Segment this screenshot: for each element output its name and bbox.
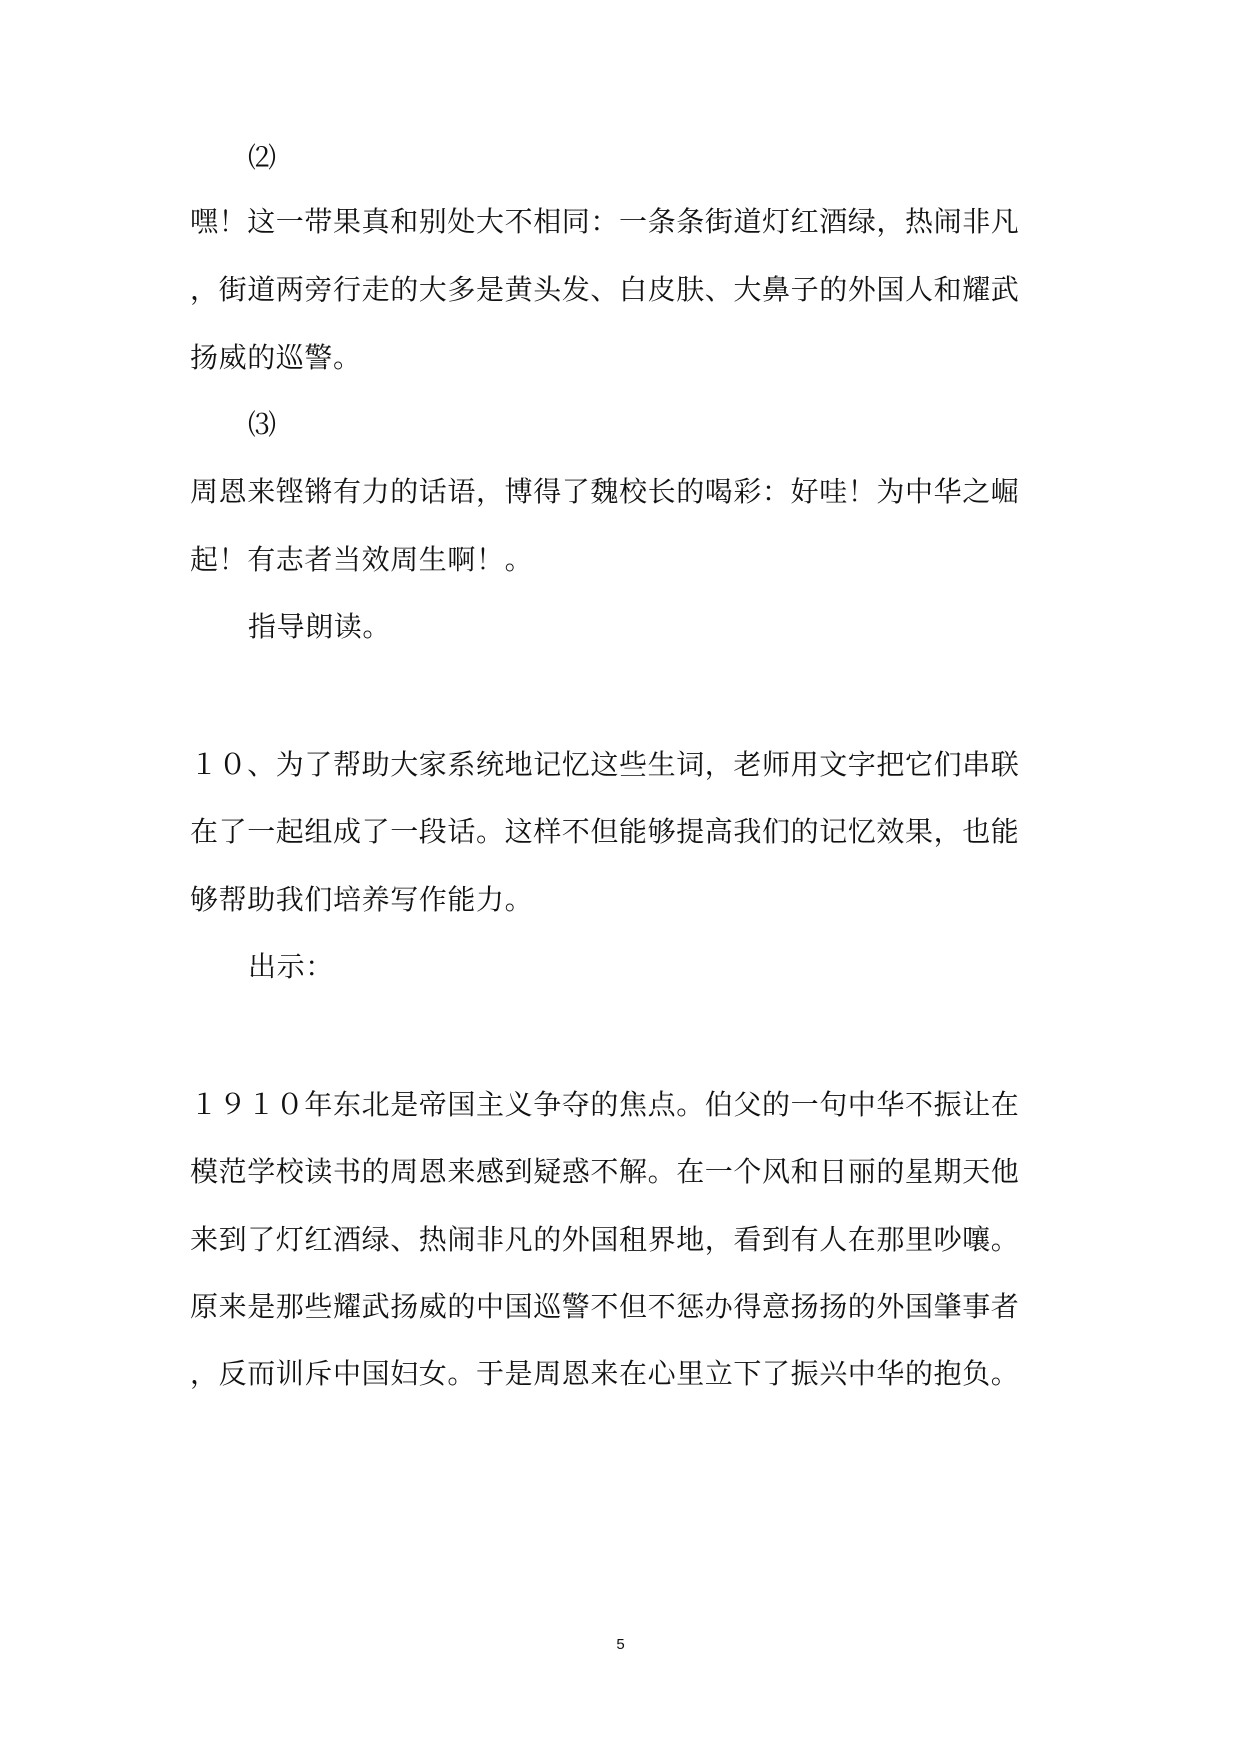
story-line-4: 原来是那些耀武扬威的中国巡警不但不惩办得意扬扬的外国肇事者 [190, 1290, 1020, 1323]
paragraph-3-line-1: 周恩来铿锵有力的话语，博得了魏校长的喝彩：好哇！为中华之崛 [190, 475, 1020, 508]
item-10-line-1: １０、为了帮助大家系统地记忆这些生词，老师用文字把它们串联 [190, 748, 1020, 781]
paragraph-2-line-1: 嘿！这一带果真和别处大不相同：一条条街道灯红酒绿，热闹非凡 [190, 205, 1020, 238]
story-line-1: １９１０年东北是帝国主义争夺的焦点。伯父的一句中华不振让在 [190, 1088, 1020, 1121]
item-10-line-3: 够帮助我们培养写作能力。 [190, 883, 534, 916]
guide-reading-text: 指导朗读。 [248, 610, 392, 643]
story-line-3: 来到了灯红酒绿、热闹非凡的外国租界地，看到有人在那里吵嚷。 [190, 1223, 1020, 1256]
page-number: 5 [616, 1636, 625, 1653]
paragraph-2-line-3: 扬威的巡警。 [190, 341, 362, 374]
paragraph-3-line-2: 起！有志者当效周生啊！。 [190, 543, 534, 576]
item-10-line-2: 在了一起组成了一段话。这样不但能够提高我们的记忆效果，也能 [190, 815, 1020, 848]
story-line-2: 模范学校读书的周恩来感到疑惑不解。在一个风和日丽的星期天他 [190, 1155, 1020, 1188]
item-marker-2: ⑵ [248, 141, 277, 174]
paragraph-2-line-2: ，街道两旁行走的大多是黄头发、白皮肤、大鼻子的外国人和耀武 [190, 273, 1020, 306]
item-marker-3: ⑶ [248, 408, 277, 441]
story-line-5: ，反而训斥中国妇女。于是周恩来在心里立下了振兴中华的抱负。 [190, 1357, 1020, 1390]
show-label: 出示： [248, 950, 334, 983]
